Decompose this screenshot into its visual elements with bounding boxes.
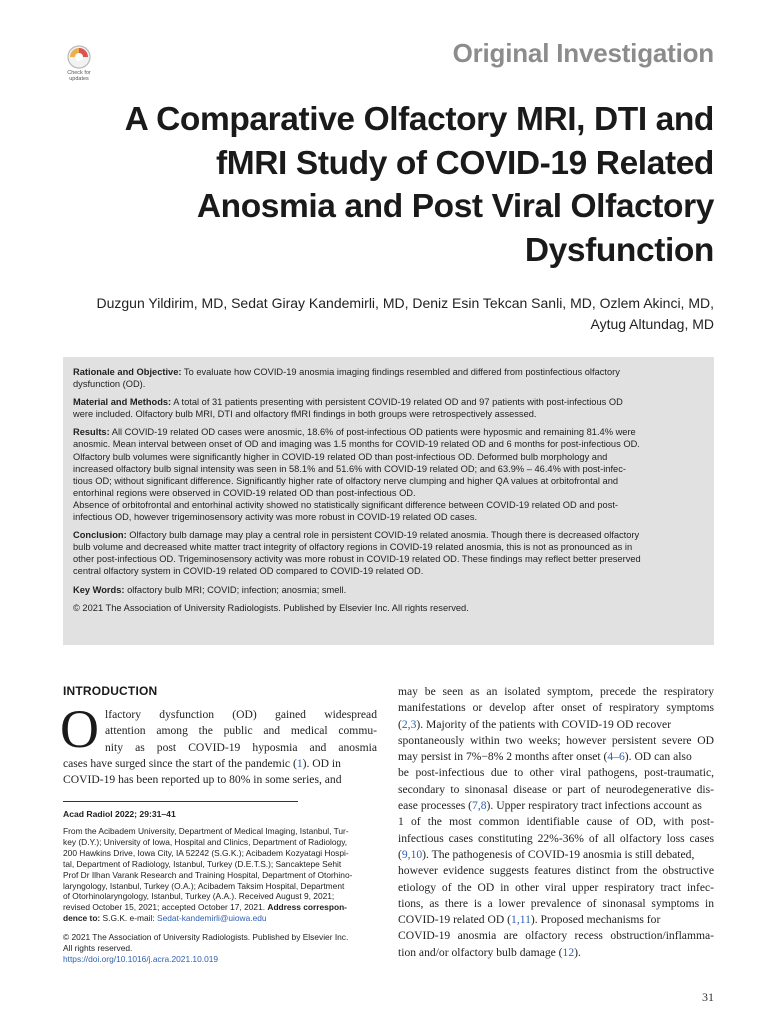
copyright-line: All rights reserved.: [63, 942, 133, 953]
body-text: ).: [574, 945, 581, 959]
title-line: A Comparative Olfactory MRI, DTI and: [124, 101, 714, 138]
affiliation-line: [63, 902, 379, 913]
results-text: Absence of orbitofrontal and entorhinal activity showed no statistically significant difference between COVID-19 related OD and post-: [73, 499, 619, 510]
results-text: anosmic. Mean interval between onset of OD and imaging was 1.5 months for COVID-19 related OD and 6 months for post-infectious OD.: [73, 439, 640, 450]
body-text: may persist in 7%−8% 2 months after onset (: [398, 750, 608, 764]
reference-link[interactable]: 2,3: [401, 717, 417, 731]
check-for-updates-icon: [66, 44, 92, 70]
methods-text: A total of 31 patients presenting with persistent COVID-19 related OD and 97 patients with post-infectious OD: [171, 397, 623, 408]
body-line: [398, 945, 714, 961]
badge-label-2: updates: [69, 76, 89, 82]
body-text: ). OD can also: [624, 750, 692, 764]
reference-link[interactable]: 1: [511, 913, 517, 927]
body-line: infectious cases constituting 22%-36% of all olfactory loss cases: [398, 831, 714, 845]
page-number: 31: [702, 990, 714, 1004]
correspondence-label: Address correspon-: [267, 902, 347, 913]
body-line: may be seen as an isolated symptom, precede the respiratory: [398, 685, 714, 698]
title-line: Anosmia and Post Viral Olfactory: [196, 188, 714, 225]
rationale-label: Rationale and Objective:: [73, 367, 182, 377]
methods-label: Material and Methods:: [73, 397, 172, 408]
affiliation-line: From the Acibadem University, Department of Medical Imaging, Istanbul, Tur-: [63, 826, 349, 836]
rationale-text: dysfunction (OD).: [73, 379, 146, 390]
reference-link[interactable]: 7,8: [472, 799, 487, 813]
body-text: (: [398, 717, 402, 731]
reference-link[interactable]: 12: [562, 945, 575, 959]
doi-link[interactable]: https://doi.org/10.1016/j.acra.2021.10.019: [63, 953, 219, 964]
results-text: tious OD; without significant difference. Significantly higher rate of olfactory nerve clumping and higher QA values at orbitofrontal and: [73, 475, 619, 486]
abstract-conclusion: [73, 529, 704, 577]
abstract-results: [73, 426, 704, 523]
footnote-divider: [63, 801, 298, 802]
body-line: [398, 717, 714, 733]
body-text: (: [398, 847, 402, 861]
conclusion-text: central olfactory system in COVID-19 related OD compared to COVID-19 related OD.: [73, 566, 424, 577]
introduction-heading: INTRODUCTION: [63, 684, 158, 698]
affiliation-line: 200 Hawkins Drive, Iowa City, IA 52242 (S.G.K.); Acibadem Kozyatagi Hospi-: [63, 847, 349, 858]
body-line: secondary to sinonasal disease or part of neurodegenerative dis-: [398, 782, 714, 796]
body-text: ). Majority of the patients with COVID-19 OD recover: [416, 717, 672, 731]
email-link[interactable]: Sedat-kandemirli@uiowa.edu: [157, 913, 267, 924]
results-text: All COVID-19 related OD cases were anosmic, 18.6% of post-infectious OD patients were hyposmic and remaining 81.4% were: [109, 427, 636, 438]
keywords-text: olfactory bulb MRI; COVID; infection; anosmia; smell.: [124, 584, 347, 595]
copyright-footnote: [63, 932, 379, 965]
body-line: spontaneously within two weeks; however persistent severe OD: [398, 733, 714, 747]
body-line: [398, 798, 714, 814]
intro-left-column: [60, 699, 377, 788]
author-line: Duzgun Yildirim, MD, Sedat Giray Kandemirli, MD, Deniz Esin Tekcan Sanli, MD, Ozlem Akinci, MD,: [96, 295, 714, 311]
body-text: ). The pathogenesis of COVID-19 anosmia is still debated,: [422, 847, 695, 861]
results-text: infectious OD, however trigeminosensory activity was more robust in COVID-19 related OD cases.: [73, 512, 478, 523]
body-line: COVID-19 anosmia are olfactory recess obstruction/inflamma-: [398, 929, 714, 943]
abstract-copyright: © 2021 The Association of University Radiologists. Published by Elsevier Inc. All rights reserved.: [73, 602, 469, 613]
body-line: [398, 847, 714, 863]
badge-label-1: Check for: [67, 70, 91, 76]
abstract-methods: [73, 396, 704, 420]
body-line: [398, 912, 714, 928]
reference-link[interactable]: 1: [296, 756, 303, 770]
body-text: ease processes (: [398, 799, 473, 813]
correspondence-text: S.G.K. e-mail:: [100, 913, 158, 924]
check-for-updates-badge[interactable]: [60, 44, 98, 84]
title-line: fMRI Study of COVID-19 Related: [216, 144, 714, 182]
author-line: Aytug Altundag, MD: [590, 316, 714, 332]
results-text: entorhinal regions were observed in COVID-19 related OD than post-infectious OD.: [73, 487, 416, 498]
copyright-line: © 2021 The Association of University Radiologists. Published by Elsevier Inc.: [63, 932, 349, 942]
body-line: nity as post COVID-19 hyposmia and anosmia: [105, 740, 377, 754]
body-line: 1 of the most common identifiable cause of OD, with post-: [398, 815, 714, 829]
body-line: tions, as there is a lower prevalence of sinonasal symptoms in: [398, 896, 714, 910]
body-line: manifestations or develop after onset of respiratory symptoms: [398, 701, 714, 715]
affiliation-line: Prof Dr Ilhan Varank Research and Training Hospital, Department of Otorhino-: [63, 869, 353, 880]
article-title: [34, 98, 714, 272]
reference-link[interactable]: 9,10: [401, 847, 423, 861]
author-list: [34, 293, 714, 335]
results-label: Results:: [73, 427, 110, 438]
conclusion-text: other post-infectious OD. Trigeminosensory activity was more robust in COVID-19 related OD. These findings may reflect better preserved: [73, 554, 641, 565]
rationale-text: To evaluate how COVID-19 anosmia imaging findings resembled and differed from postinfectious olfactory: [181, 367, 620, 377]
body-line: however evidence suggests features distinct from the obstructive: [398, 864, 714, 878]
results-text: Olfactory bulb volumes were significantly higher in COVID-19 related OD than post-infectious OD. Deformed bulb morphology and: [73, 451, 608, 462]
intro-right-column: [398, 684, 714, 961]
affiliation-text: revised October 15, 2021; accepted October 17, 2021.: [63, 902, 268, 913]
affiliation-line: key (D.Y.); University of Iowa, Hospital and Clinics, Department of Radiology,: [63, 836, 348, 847]
affiliation-line: [63, 913, 379, 924]
affiliation-line: laryngology, Istanbul, Turkey (O.A.); Acibadem Taksim Hospital, Department: [63, 880, 345, 891]
reference-link[interactable]: 11: [519, 913, 531, 927]
affiliation-footnote: [63, 826, 379, 924]
body-text: cases have surged since the start of the pandemic (: [63, 756, 297, 770]
results-text: increased olfactory bulb signal intensity was seen in 58.1% and 51.6% with COVID-19 related OD; and 63.9% – 46.4% with post-infec-: [73, 463, 626, 474]
body-line: COVID-19 has been reported up to 80% in some series, and: [63, 773, 342, 787]
body-line: attention among the public and medical commu-: [105, 724, 377, 738]
body-text: ). Upper respiratory tract infections account as: [486, 799, 702, 813]
body-text: tion and/or olfactory bulb damage (: [398, 945, 563, 959]
abstract-rationale: [73, 366, 704, 390]
reference-separator: ,: [516, 913, 520, 927]
conclusion-label: Conclusion:: [73, 530, 127, 541]
correspondence-label: dence to:: [63, 913, 101, 924]
affiliation-line: of Otorhinolaryngology, Istanbul, Turkey (A.A.). Received August 9, 2021;: [63, 891, 335, 902]
abstract-box: [63, 357, 714, 645]
journal-citation: Acad Radiol 2022; 29:31–41: [63, 809, 176, 819]
body-line: be post-infectious due to other viral pathogens, post-traumatic,: [398, 766, 714, 780]
conclusion-text: bulb volume and decreased white matter tract integrity of olfactory regions in COVID-19 related anosmia, this is not as pronounced as in: [73, 542, 633, 553]
body-line: [63, 756, 377, 772]
abstract-keywords: [73, 584, 704, 596]
body-text: ). Proposed mechanisms for: [530, 913, 661, 927]
body-line: lfactory dysfunction (OD) gained widespread: [105, 708, 377, 721]
title-line: Dysfunction: [524, 231, 714, 269]
body-text: ). OD in: [302, 756, 341, 770]
body-text: COVID-19 related OD (: [398, 913, 512, 927]
methods-text: were included. Olfactory bulb MRI, DTI and olfactory fMRI findings in both groups were retrospectively assessed.: [73, 409, 537, 420]
reference-link[interactable]: 4–6: [607, 750, 625, 764]
body-line: etiology of the OD in other viral upper respiratory tract infec-: [398, 880, 714, 894]
drop-cap: O: [60, 699, 99, 759]
body-line: [398, 749, 714, 765]
keywords-label: Key Words:: [73, 584, 125, 595]
affiliation-line: tal, Department of Radiology, Istanbul, Turkey (D.E.T.S.); Sancaktepe Sehit: [63, 858, 342, 869]
section-type-label: Original Investigation: [452, 38, 714, 68]
conclusion-text: Olfactory bulb damage may play a central role in persistent COVID-19 related anosmia. Though there is decreased olfactory: [126, 530, 640, 541]
